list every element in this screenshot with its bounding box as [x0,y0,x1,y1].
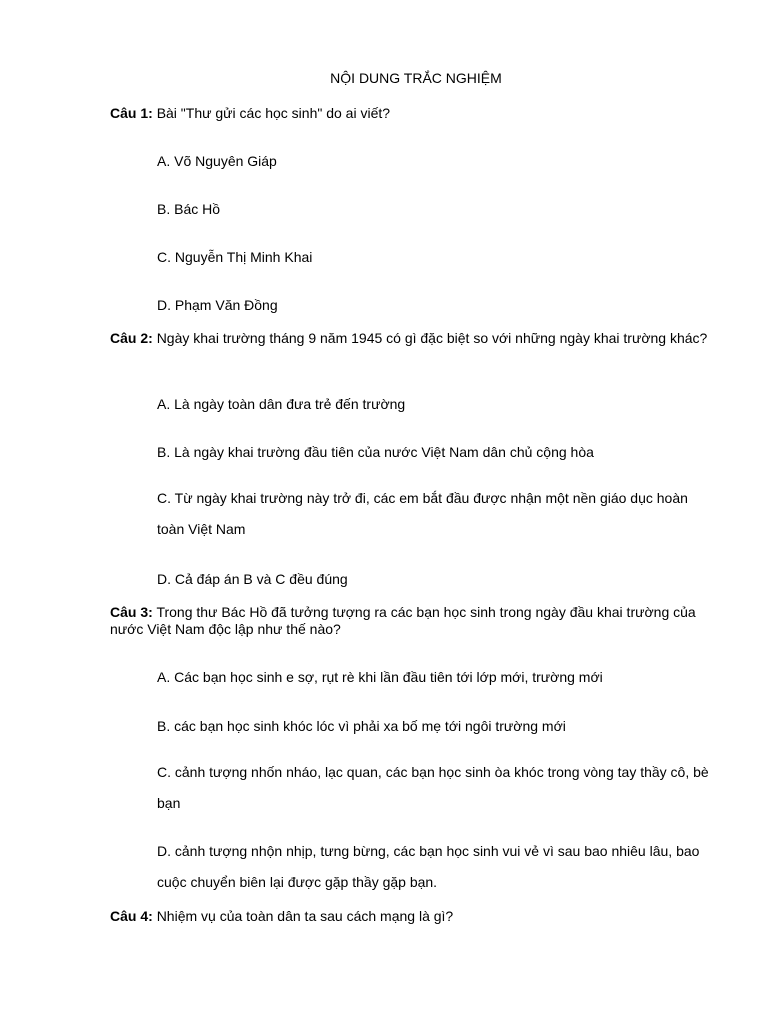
question-label: Câu 1: [110,105,153,121]
question-label: Câu 4: [110,908,153,924]
question-3 [110,604,730,638]
question-3-option-a: A. Các bạn học sinh e sợ, rụt rè khi lần đầu tiên tới lớp mới, trường mới [157,669,603,685]
question-1-option-d: D. Phạm Văn Đồng [157,297,278,313]
question-2 [110,330,730,347]
question-label: Câu 2: [110,330,153,346]
question-1 [110,105,730,122]
question-1-option-b: B. Bác Hồ [157,201,221,217]
question-text: Trong thư Bác Hồ đã tưởng tượng ra các bạn học sinh trong ngày đầu khai trường của nước Việt Nam độc lập như thế nào? [110,604,696,637]
question-4 [110,908,730,925]
page-title: NỘI DUNG TRẮC NGHIỆM [330,70,502,86]
question-text: Nhiệm vụ của toàn dân ta sau cách mạng là gì? [156,908,454,924]
question-1-option-a: A. Võ Nguyên Giáp [157,153,277,169]
question-text: Bài "Thư gửi các học sinh" do ai viết? [156,105,391,121]
question-3-option-d: D. cảnh tượng nhộn nhịp, tưng bừng, các bạn học sinh vui vẻ vì sau bao nhiêu lâu, bao cuộc chuyển biên lại được gặp thầy gặp bạn. [157,843,700,890]
question-1-option-c: C. Nguyễn Thị Minh Khai [157,249,313,265]
question-2-option-d: D. Cả đáp án B và C đều đúng [157,571,348,587]
question-3-option-c: C. cảnh tượng nhốn nháo, lạc quan, các bạn học sinh òa khóc trong vòng tay thầy cô, bè bạn [157,764,709,811]
question-2-option-a: A. Là ngày toàn dân đưa trẻ đến trường [157,396,406,412]
question-2-option-c: C. Từ ngày khai trường này trở đi, các em bắt đầu được nhận một nền giáo dục hoàn toàn Việt Nam [157,490,688,537]
question-3-option-b: B. các bạn học sinh khóc lóc vì phải xa bố mẹ tới ngôi trường mới [157,718,566,734]
question-label: Câu 3: [110,604,153,620]
question-2-option-b: B. Là ngày khai trường đầu tiên của nước Việt Nam dân chủ cộng hòa [157,444,594,460]
question-text: Ngày khai trường tháng 9 năm 1945 có gì đặc biệt so với những ngày khai trường khác? [156,330,708,346]
